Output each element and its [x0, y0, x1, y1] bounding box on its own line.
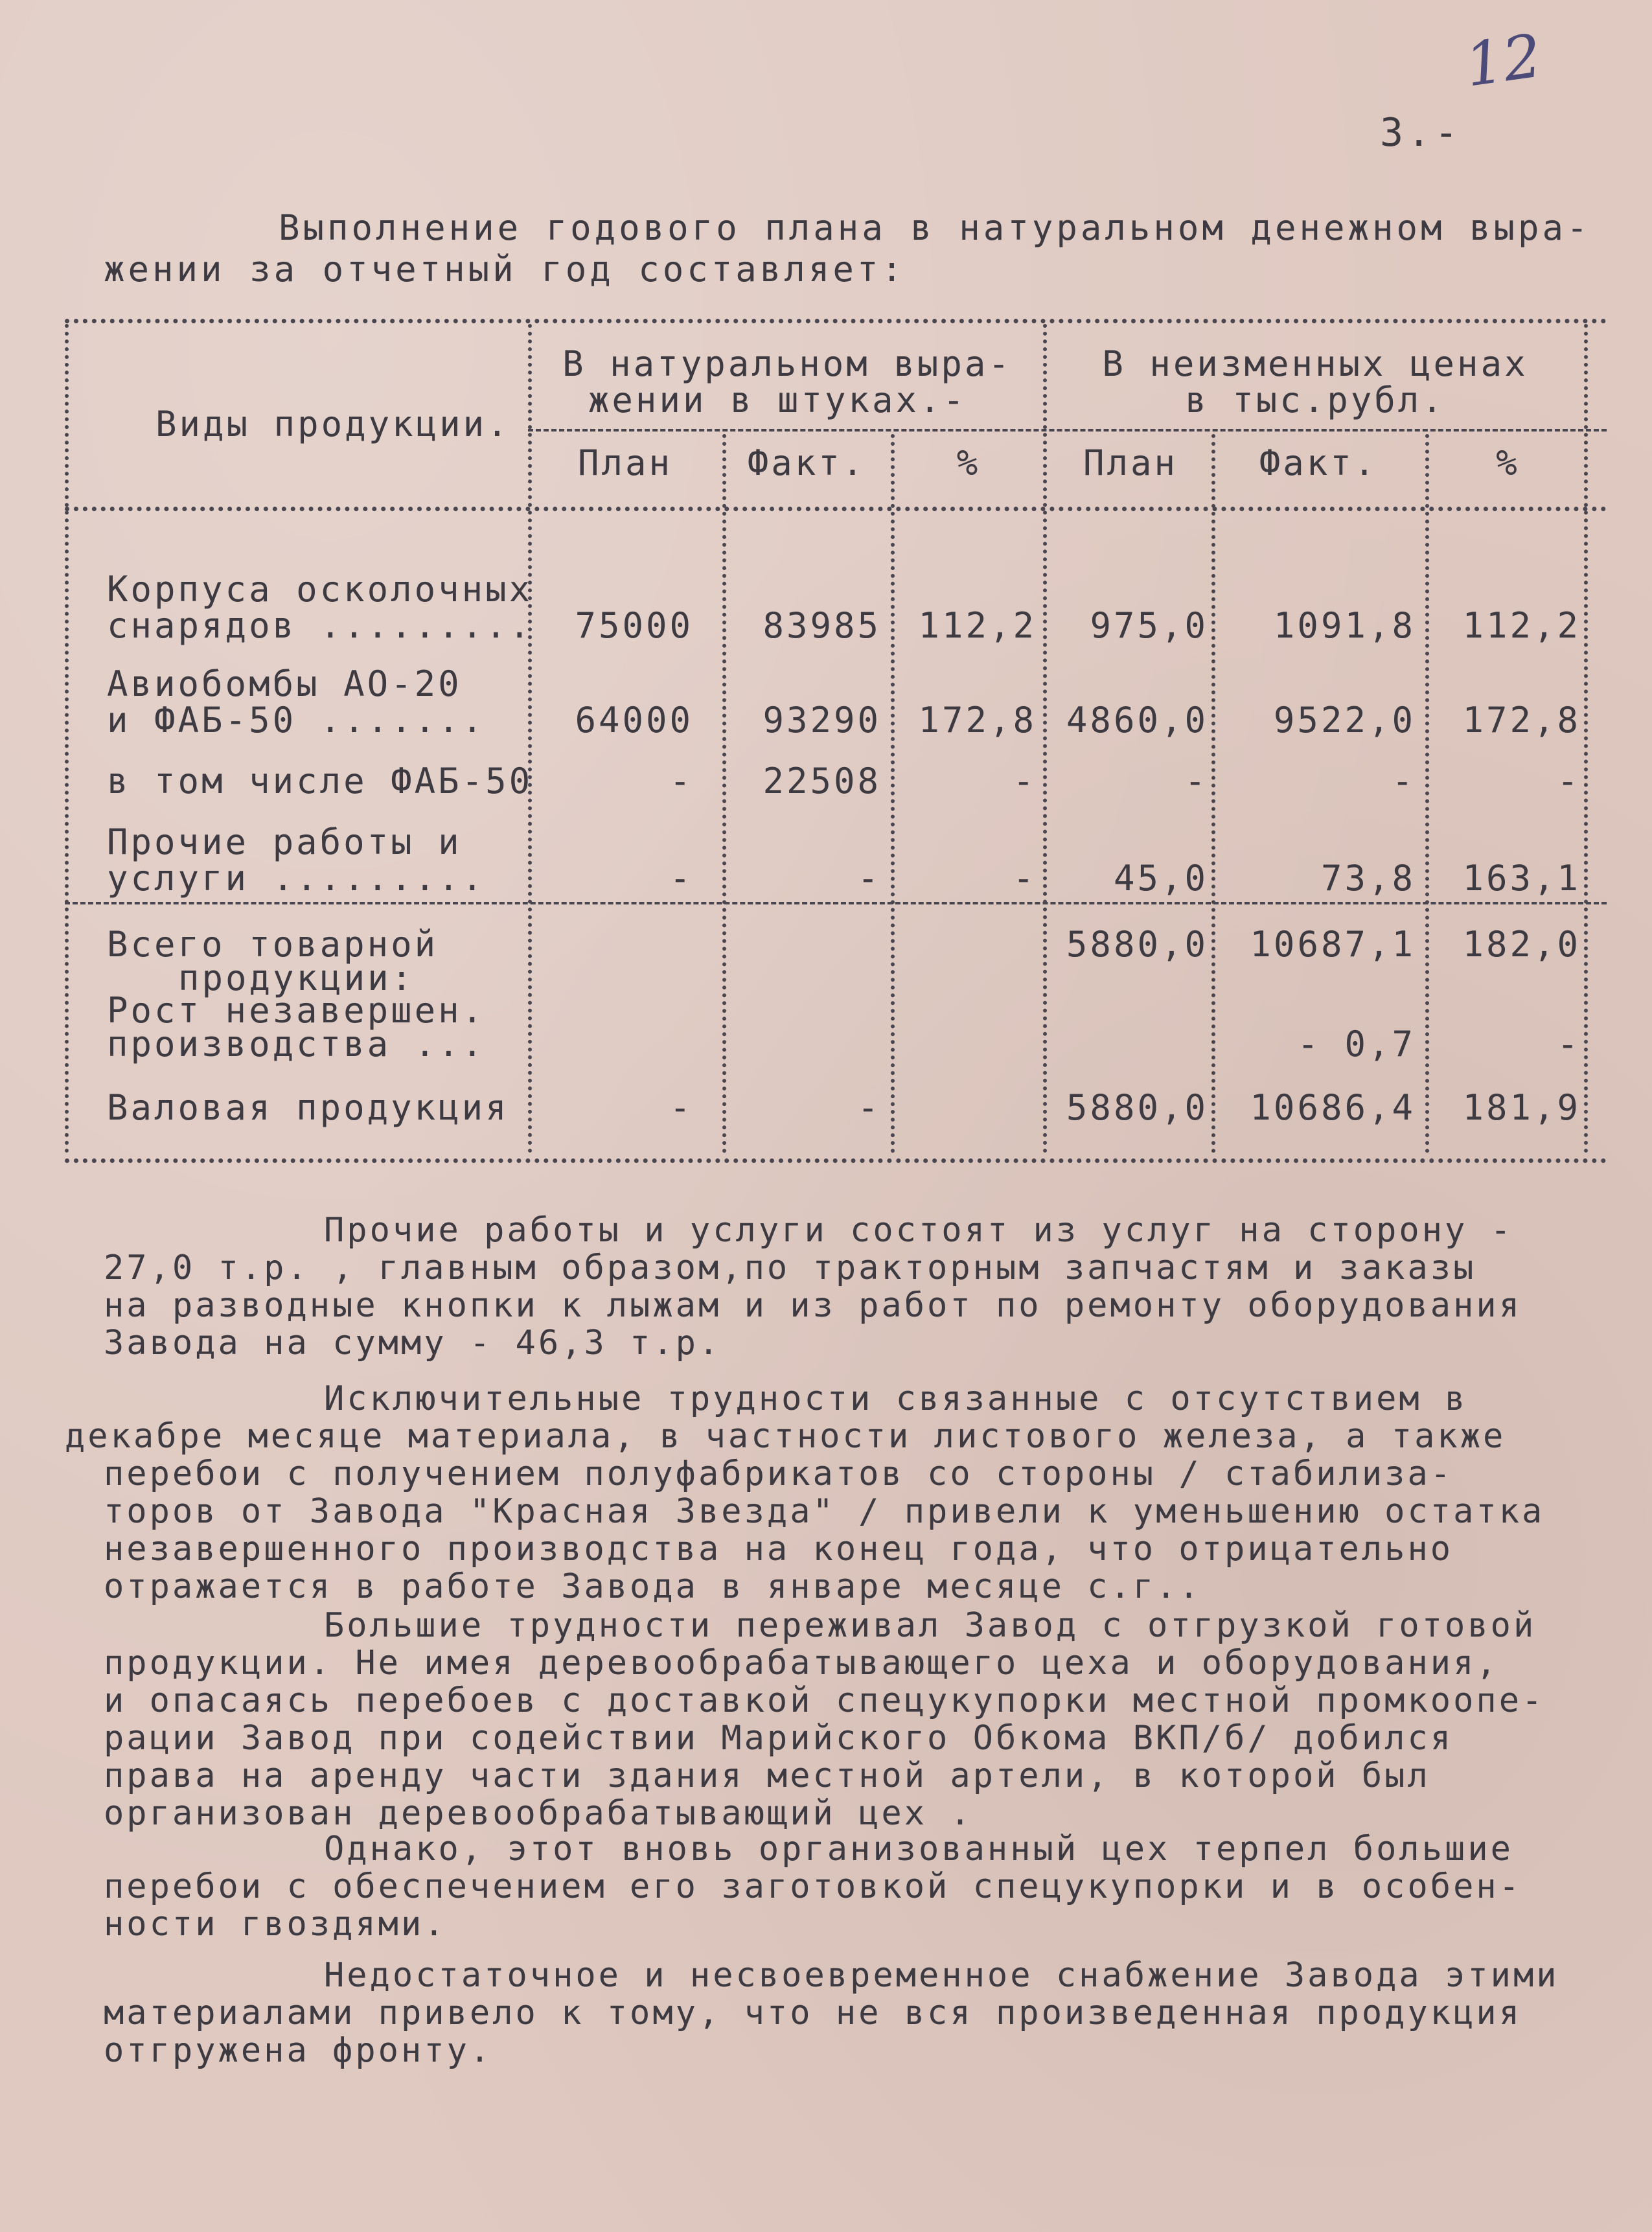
cell-nat-plan: - [669, 1087, 693, 1128]
row-label-line-2: и ФАБ-50 ....... [107, 700, 486, 741]
cell-nat-fact: - [857, 858, 881, 899]
row-label-line-1: Всего товарной [107, 924, 439, 965]
header-natural-line-2: жении в штуках.- [588, 380, 967, 420]
cell-nat-plan: 75000 [575, 605, 693, 646]
text-line: Большие трудности переживал Завод с отгрузкой готовой [324, 1606, 1537, 1645]
intro-line-1: Выполнение годового плана в натуральном денежном выра- [279, 207, 1591, 248]
cell-price-pct: 112,2 [1462, 605, 1581, 646]
column-rule-1 [528, 324, 532, 1153]
cell-nat-fact: 83985 [763, 605, 881, 646]
row-label-line-1: Рост незавершен. [107, 990, 486, 1031]
row-label-line-2: снарядов ......... [107, 605, 533, 646]
cell-price-fact: 10687,1 [1250, 924, 1416, 965]
header-prices-line-1: В неизменных ценах [1102, 343, 1528, 384]
text-line: права на аренду части здания местной артели, в которой был [104, 1756, 1430, 1795]
header-price-plan: План [1083, 443, 1178, 483]
table-right-rule [1584, 324, 1588, 1153]
header-product-types: Виды продукции. [155, 404, 511, 444]
cell-price-plan: 4860,0 [1066, 700, 1208, 741]
text-line: Завода на сумму - 46,3 т.р. [104, 1324, 722, 1363]
column-rule-3 [891, 434, 895, 1153]
cell-price-plan: 45,0 [1113, 858, 1208, 899]
cell-nat-plan: 64000 [575, 700, 693, 741]
text-line: Недостаточное и несвоевременное снабжение Завода этими [324, 1956, 1559, 1995]
column-rule-4 [1043, 324, 1047, 1153]
cell-price-pct: 172,8 [1462, 700, 1581, 741]
table-total-rule [65, 902, 1607, 904]
cell-price-fact: 10686,4 [1250, 1087, 1416, 1128]
handwritten-folio-number: 12 [1461, 21, 1546, 100]
cell-nat-fact: - [857, 1087, 881, 1128]
table-header-rule [65, 507, 1607, 511]
table-top-rule [65, 319, 1607, 323]
text-line: 27,0 т.р. , главным образом,по тракторным запчастям и заказы [104, 1248, 1476, 1287]
paragraph-supply [104, 1957, 1607, 2069]
text-line: декабре месяце материала, в частности листового железа, а также [65, 1417, 1506, 1456]
text-line: отражается в работе Завода в январе месяце с.г.. [104, 1567, 1202, 1606]
text-line: продукции. Не имея деревообрабатывающего цеха и оборудования, [104, 1644, 1499, 1683]
column-rule-5 [1211, 434, 1215, 1153]
text-line: организован деревообрабатывающий цех . [104, 1794, 973, 1833]
text-line: материалами привело к тому, что не вся произведенная продукция [104, 1994, 1522, 2032]
cell-nat-pct: - [1013, 858, 1037, 899]
paragraph-shipping [104, 1607, 1607, 1832]
row-label-line-1: Авиобомбы АО-20 [107, 663, 462, 704]
text-line: торов от Завода "Красная Звезда" / привели к уменьшению остатка [104, 1492, 1545, 1531]
cell-nat-fact: 93290 [763, 700, 881, 741]
cell-nat-plan: - [669, 761, 693, 801]
row-label-line-2: производства ... [107, 1024, 486, 1064]
page-number: 3.- [1380, 110, 1462, 155]
cell-price-fact: - 0,7 [1297, 1024, 1416, 1064]
cell-nat-plan: - [669, 858, 693, 899]
table-bottom-rule [65, 1158, 1607, 1163]
header-nat-fact: Факт. [747, 443, 866, 483]
cell-price-pct: - [1557, 761, 1581, 801]
cell-price-fact: 73,8 [1320, 858, 1416, 899]
row-label-line-1: Валовая продукция [107, 1087, 509, 1128]
column-rule-2 [722, 434, 726, 1153]
cell-price-pct: 182,0 [1462, 924, 1581, 965]
header-price-fact: Факт. [1259, 443, 1378, 483]
text-line: на разводные кнопки к лыжам и из работ по ремонту оборудования [104, 1286, 1522, 1325]
column-rule-6 [1425, 434, 1429, 1153]
header-natural-line-1: В натуральном выра- [562, 343, 1012, 384]
row-label-line-2: услуги ......... [107, 858, 486, 899]
cell-nat-pct: 172,8 [918, 700, 1037, 741]
text-line: Однако, этот вновь организованный цех терпел большие [324, 1830, 1513, 1869]
cell-nat-pct: 112,2 [918, 605, 1037, 646]
text-line: ности гвоздями. [104, 1905, 447, 1944]
cell-price-plan: - [1184, 761, 1208, 801]
cell-price-fact: 1091,8 [1273, 605, 1416, 646]
text-line: отгружена фронту. [104, 2031, 493, 2070]
text-line: Прочие работы и услуги состоят из услуг на сторону - [324, 1211, 1513, 1250]
cell-price-pct: - [1557, 1024, 1581, 1064]
text-line: перебои с обеспечением его заготовкой спецукупорки и в особен- [104, 1867, 1522, 1906]
row-label-line-1: в том числе ФАБ-50 [107, 761, 533, 801]
cell-price-fact: - [1392, 761, 1416, 801]
text-line: незавершенного производства на конец года, что отрицательно [104, 1530, 1454, 1569]
intro-text [104, 207, 1594, 290]
row-label-line-2: продукции: [178, 958, 415, 998]
intro-line-2: жении за отчетный год составляет: [104, 249, 906, 290]
header-nat-plan: План [577, 443, 673, 483]
cell-price-pct: 163,1 [1462, 858, 1581, 899]
row-label-line-1: Прочие работы и [107, 822, 462, 862]
header-price-pct: % [1496, 443, 1520, 483]
paragraph-workshop [104, 1830, 1607, 1943]
text-line: перебои с получением полуфабрикатов со стороны / стабилиза- [104, 1455, 1454, 1493]
cell-price-pct: 181,9 [1462, 1087, 1581, 1128]
table-left-rule [65, 324, 69, 1153]
cell-price-plan: 5880,0 [1066, 1087, 1208, 1128]
production-plan-table [65, 305, 1607, 1166]
row-label-line-1: Корпуса осколочных [107, 569, 533, 610]
header-nat-pct: % [956, 443, 981, 483]
header-prices-line-2: в тыс.рубл. [1185, 380, 1445, 420]
cell-price-fact: 9522,0 [1273, 700, 1416, 741]
cell-nat-pct: - [1013, 761, 1037, 801]
cell-price-plan: 5880,0 [1066, 924, 1208, 965]
text-line: рации Завод при содействии Марийского Обкома ВКП/б/ добился [104, 1719, 1454, 1758]
text-line: и опасаясь перебоев с доставкой спецукупорки местной промкоопе- [104, 1681, 1545, 1720]
text-line: Исключительные трудности связанные с отсутствием в [324, 1379, 1468, 1418]
cell-nat-fact: 22508 [763, 761, 881, 801]
cell-price-plan: 975,0 [1090, 605, 1208, 646]
paragraph-other-services [104, 1212, 1607, 1362]
paragraph-difficulties [65, 1380, 1607, 1605]
table-subheader-rule [528, 429, 1607, 431]
